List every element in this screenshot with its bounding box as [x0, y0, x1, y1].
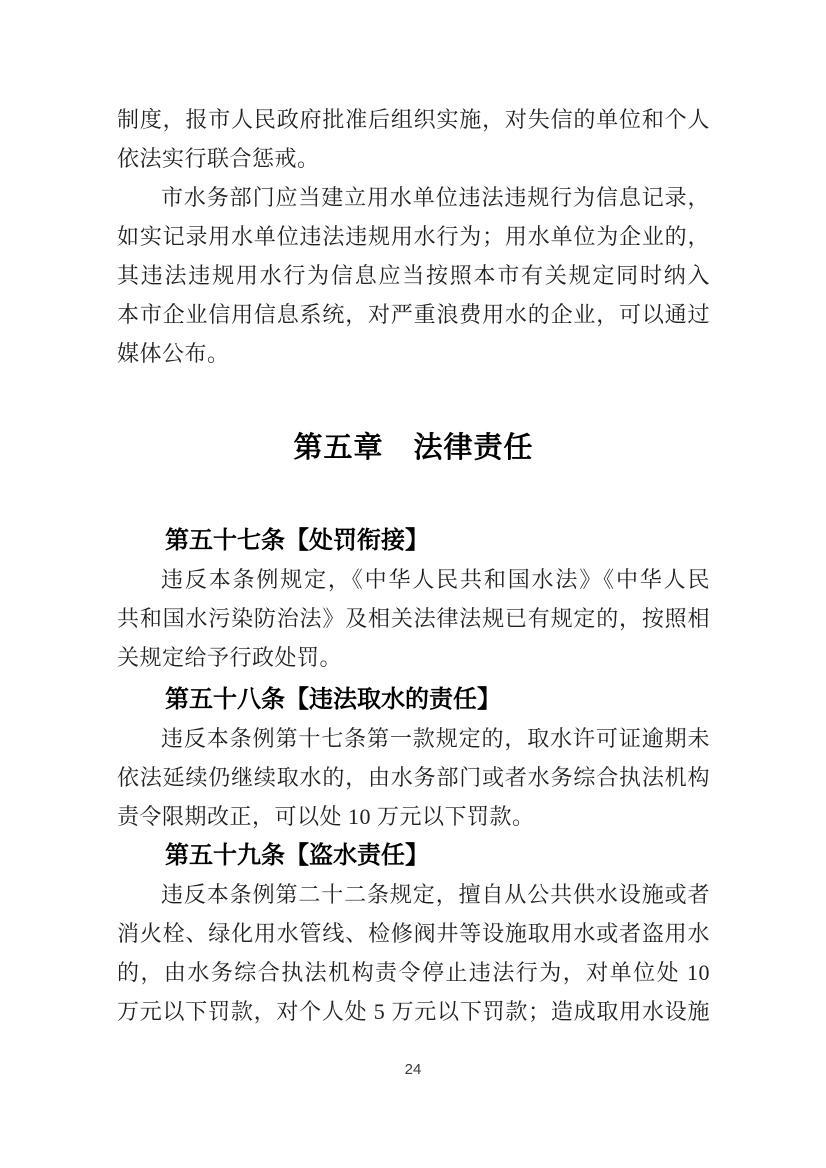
text-line: 违反本条例第二十二条规定，擅自从公共供水设施或者	[161, 882, 710, 907]
article-59	[117, 836, 710, 1031]
article-57-heading: 第五十七条【处罚衔接】	[165, 527, 429, 554]
text-line: 关规定给予行政处罚。	[117, 645, 343, 670]
text-line: 其违法违规用水行为信息应当按照本市有关规定同时纳入	[117, 263, 710, 288]
paragraph-credit-record	[117, 178, 710, 373]
text-line: 依法实行联合惩戒。	[117, 146, 320, 171]
text-line: 的，由水务综合执法机构责令停止违法行为，对单位处 10	[117, 960, 710, 985]
text-line: 违反本条例规定，《中华人民共和国水法》《中华人民	[161, 567, 710, 592]
article-58	[117, 680, 710, 836]
article-58-heading: 第五十八条【违法取水的责任】	[165, 686, 501, 713]
page-number: 24	[404, 1061, 422, 1078]
text-line: 责令限期改正，可以处 10 万元以下罚款。	[117, 804, 535, 829]
text-line: 如实记录用水单位违法违规用水行为；用水单位为企业的，	[117, 224, 710, 249]
text-line: 媒体公布。	[117, 341, 230, 366]
article-59-heading: 第五十九条【盗水责任】	[165, 842, 429, 869]
chapter-title: 第五章 法律责任	[293, 432, 534, 464]
text-line: 市水务部门应当建立用水单位违法违规行为信息记录，	[161, 185, 710, 210]
text-line: 万元以下罚款，对个人处 5 万元以下罚款；造成取用水设施	[117, 999, 710, 1024]
text-line: 共和国水污染防治法》及相关法律法规已有规定的，按照相	[117, 606, 710, 631]
article-57	[117, 521, 710, 677]
text-line: 本市企业信用信息系统，对严重浪费用水的企业，可以通过	[117, 302, 710, 327]
text-line: 制度，报市人民政府批准后组织实施，对失信的单位和个人	[117, 107, 710, 132]
text-line: 消火栓、绿化用水管线、检修阀井等设施取用水或者盗用水	[117, 921, 710, 946]
paragraph-continuation	[117, 100, 710, 178]
text-line: 依法延续仍继续取水的，由水务部门或者水务综合执法机构	[117, 765, 710, 790]
text-line: 违反本条例第十七条第一款规定的，取水许可证逾期未	[161, 726, 710, 751]
